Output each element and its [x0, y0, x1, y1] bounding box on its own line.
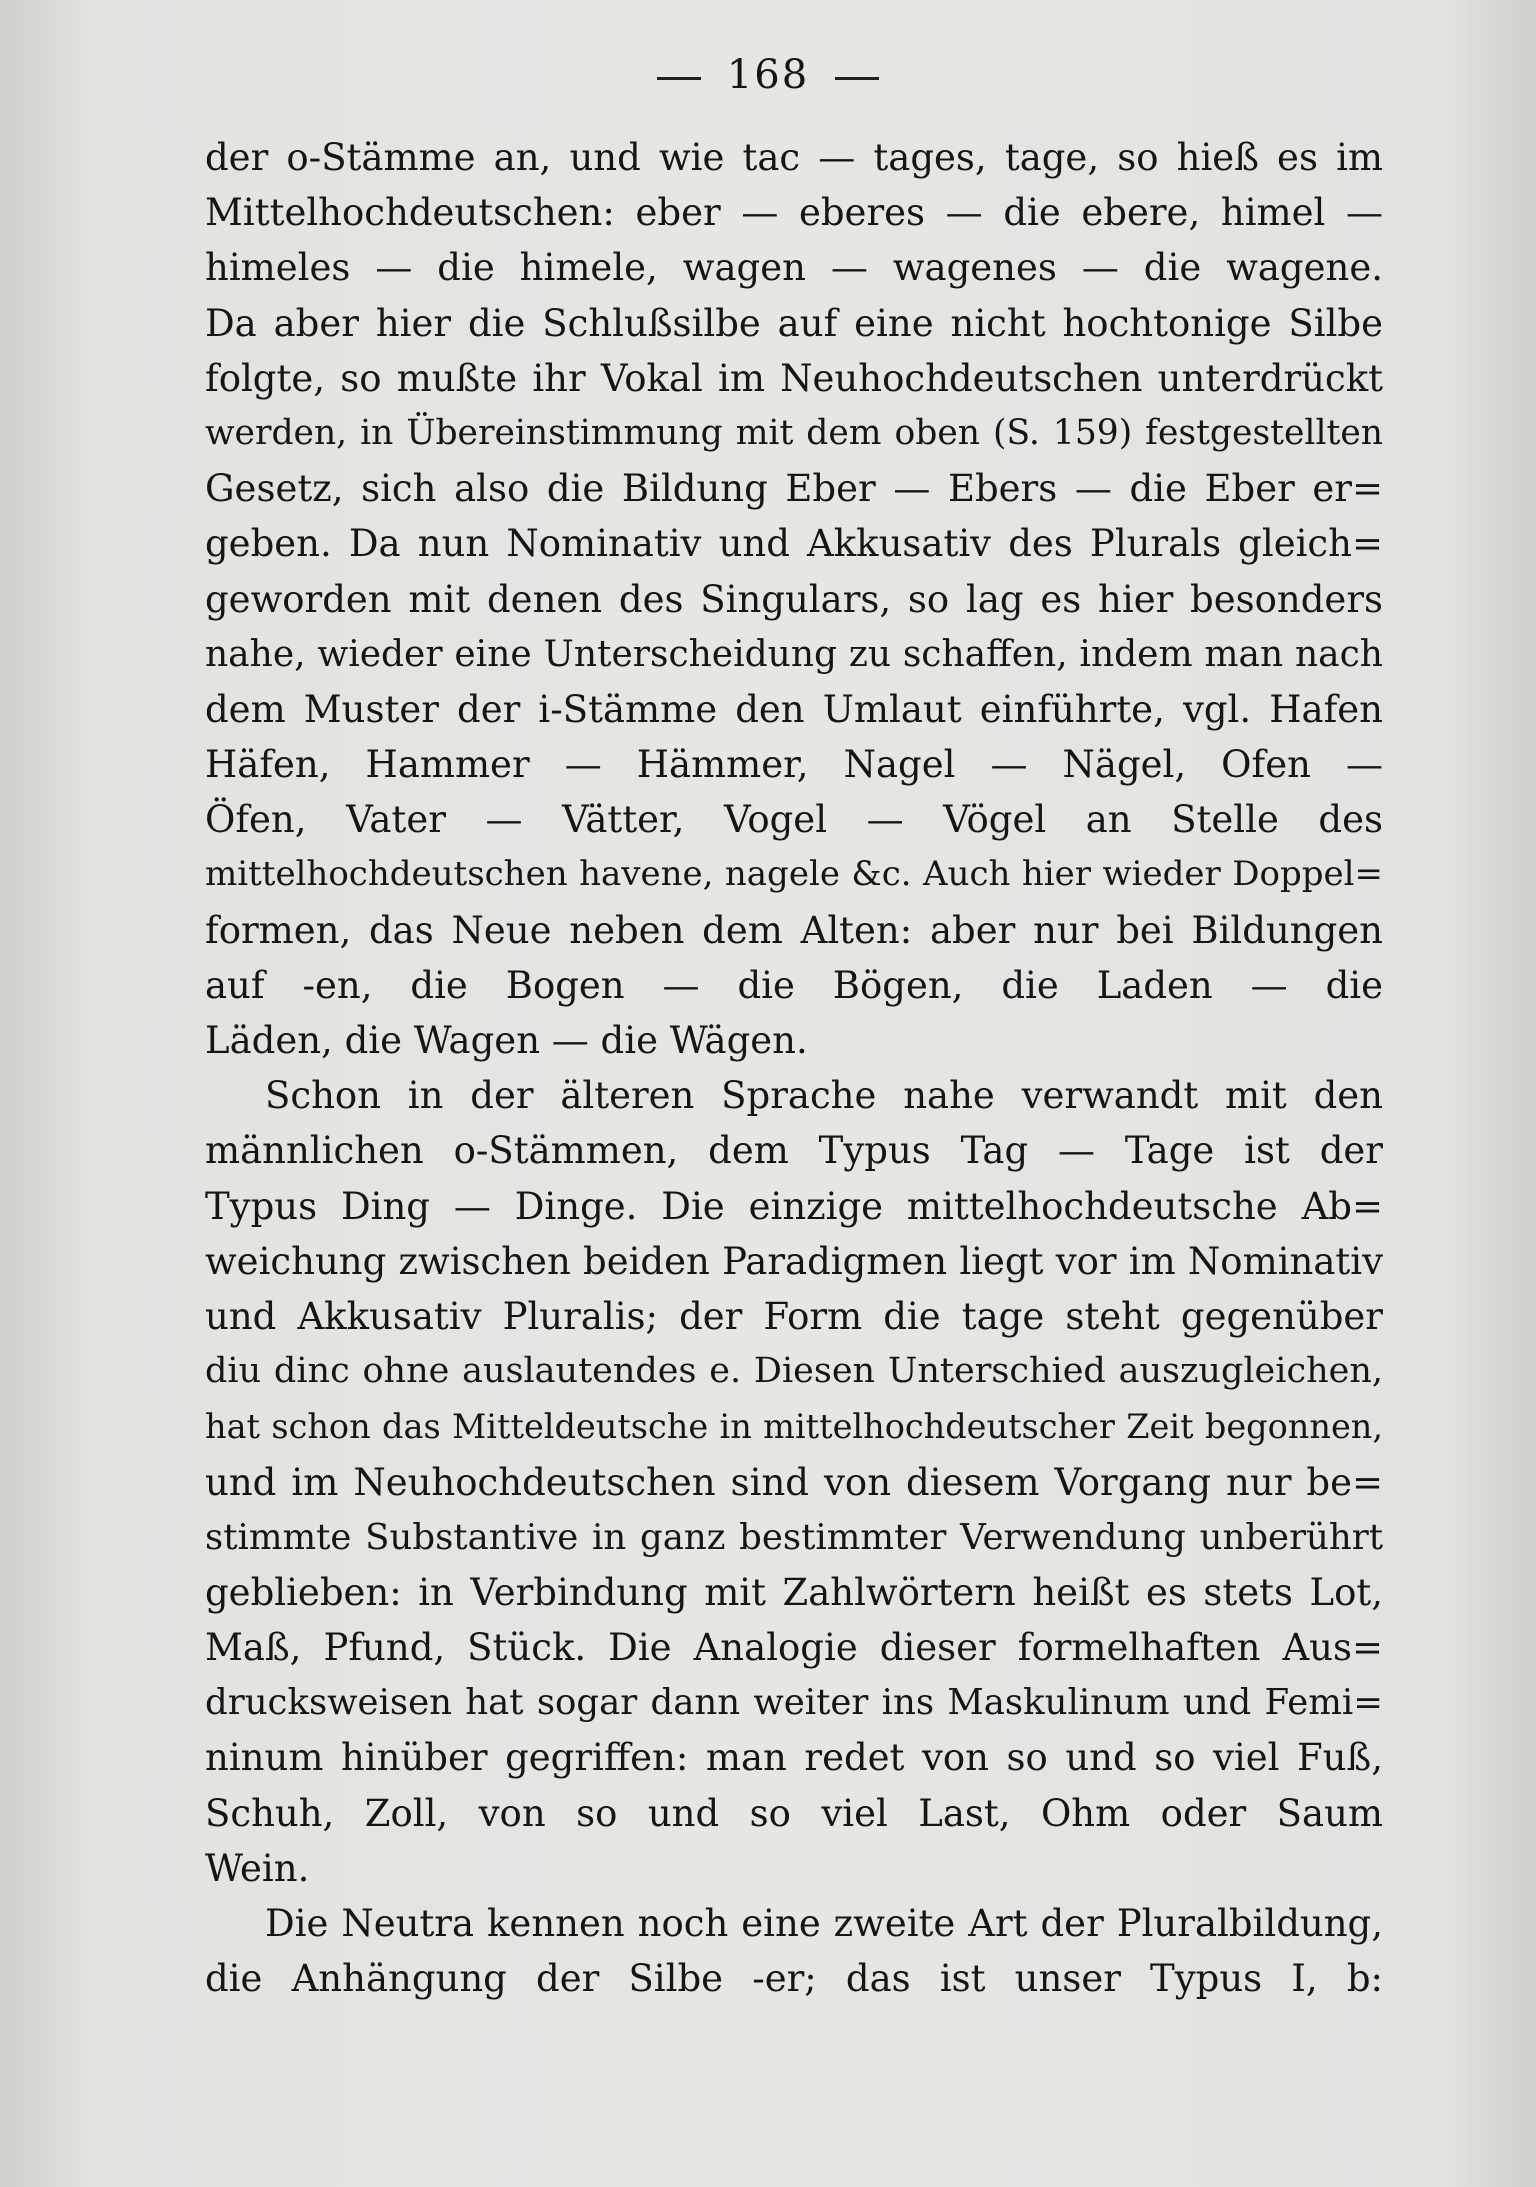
text-line: weichung zwischen beiden Paradigmen liegt vor im Nominativ [205, 1239, 1383, 1283]
text-line: und im Neuhochdeutschen sind von diesem Vorgang nur be= [205, 1460, 1383, 1504]
text-line: Maß, Pfund, Stück. Die Analogie dieser formelhaften Aus= [205, 1626, 1383, 1670]
folio-dash-left [657, 77, 701, 80]
text-line: Typus Ding — Dinge. Die einzige mittelhochdeutsche Ab= [205, 1184, 1383, 1228]
text-line: Häfen, Hammer — Hämmer, Nagel — Nägel, Ofen — [205, 743, 1383, 787]
text-line: Da aber hier die Schlußsilbe auf eine nicht hochtonige Silbe [205, 301, 1383, 345]
text-line: diu dinc ohne auslautendes e. Diesen Unterschied auszugleichen, [205, 1351, 1383, 1392]
text-line: männlichen o-Stämmen, dem Typus Tag — Tage ist der [205, 1129, 1383, 1173]
text-line: Schuh, Zoll, von so und so viel Last, Ohm oder Saum [205, 1791, 1383, 1835]
text-line: und Akkusativ Pluralis; der Form die tage steht gegenüber [205, 1294, 1383, 1338]
text-line: geworden mit denen des Singulars, so lag es hier besonders [205, 577, 1383, 621]
text-line: folgte, so mußte ihr Vokal im Neuhochdeutschen unterdrückt [205, 356, 1383, 400]
text-line: dem Muster der i-Stämme den Umlaut einführte, vgl. Hafen [205, 687, 1383, 731]
folio-dash-right [835, 77, 879, 80]
body-text [205, 130, 1383, 2006]
text-line: Öfen, Vater — Vätter, Vogel — Vögel an Stelle des [205, 798, 1383, 842]
text-line: himeles — die himele, wagen — wagenes — die wagene. [205, 246, 1383, 290]
text-line: Wein. [205, 1846, 310, 1890]
text-line: Mittelhochdeutschen: eber — eberes — die ebere, himel — [205, 191, 1383, 235]
text-line: drucksweisen hat sogar dann weiter ins Maskulinum und Femi= [205, 1682, 1383, 1724]
text-line: werden, in Übereinstimmung mit dem oben (S. 159) festgestellten [205, 412, 1383, 453]
text-line: hat schon das Mitteldeutsche in mittelhochdeutscher Zeit begonnen, [205, 1407, 1383, 1447]
text-line: formen, das Neue neben dem Alten: aber nur bei Bildungen [205, 908, 1383, 952]
text-line: geben. Da nun Nominativ und Akkusativ des Plurals gleich= [205, 522, 1383, 566]
text-line: nahe, wieder eine Unterscheidung zu schaffen, indem man nach [205, 633, 1383, 675]
text-line: auf -en, die Bogen — die Bögen, die Laden — die [205, 963, 1383, 1007]
text-line: die Anhängung der Silbe -er; das ist unser Typus I, b: [205, 1957, 1383, 2001]
text-line: ninum hinüber gegriffen: man redet von so und so viel Fuß, [205, 1736, 1383, 1780]
page-number [0, 52, 1536, 98]
text-line: Die Neutra kennen noch eine zweite Art der Pluralbildung, [265, 1902, 1383, 1945]
page-number-text: 168 [726, 52, 810, 98]
text-line: geblieben: in Verbindung mit Zahlwörtern heißt es stets Lot, [205, 1570, 1383, 1614]
text-line: stimmte Substantive in ganz bestimmter Verwendung unberührt [205, 1516, 1383, 1558]
text-line: der o-Stämme an, und wie tac — tages, tage, so hieß es im [205, 136, 1383, 179]
text-line: mittelhochdeutschen havene, nagele &c. Auch hier wieder Doppel= [205, 854, 1383, 895]
text-line: Läden, die Wagen — die Wägen. [205, 1019, 808, 1062]
text-line: Gesetz, sich also die Bildung Eber — Ebers — die Eber er= [205, 467, 1383, 511]
text-line: Schon in der älteren Sprache nahe verwandt mit den [265, 1074, 1383, 1118]
